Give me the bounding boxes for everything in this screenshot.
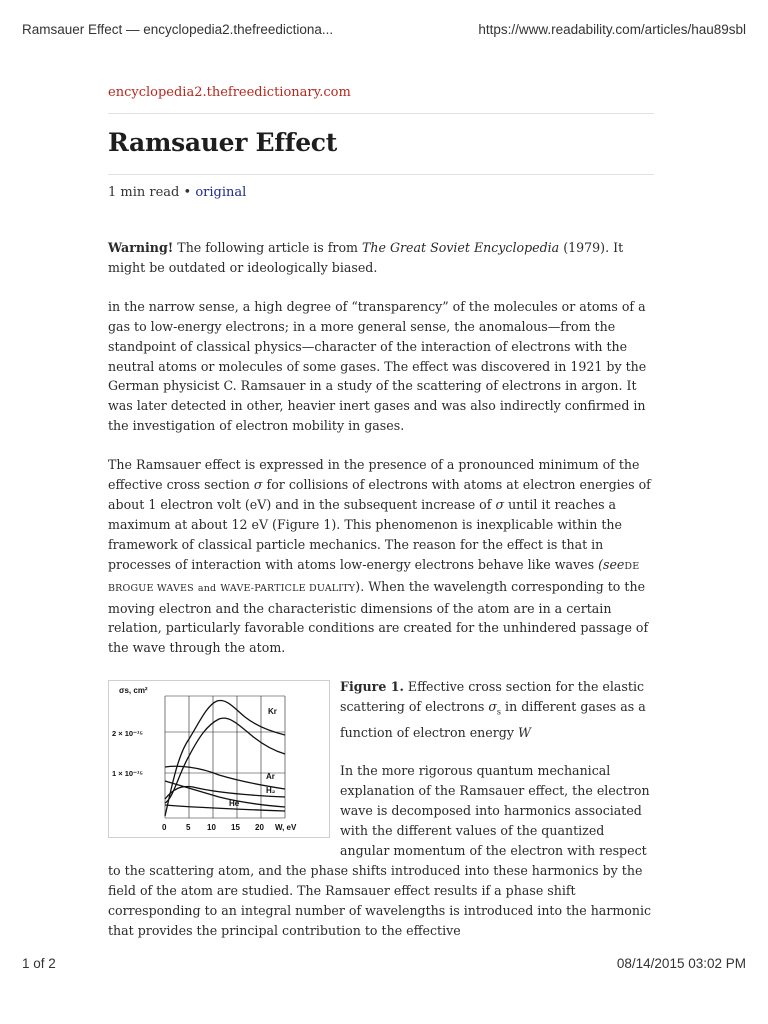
warning-text: (1979). It might be outdated or ideologically biased. [108, 240, 624, 275]
text-run: until it reaches a maximum at about 12 eV (Figure 1). This phenomenon is inexplicable within the framework of classical particle mechanics. The reason for the effect is that in processes of interaction with atoms low-energy electrons behave like waves [108, 496, 623, 572]
energy-symbol: W [517, 724, 531, 740]
text-run: The Ramsauer effect is expressed in the presence of a pronounced minimum of the effective cross section [108, 457, 640, 493]
paragraph-1: in the narrow sense, a high degree of “transparency” of the molecules or atoms of a gas to low-energy electrons; in a more general sense, the anomalous—from the standpoint of classical physics—character of the interaction of electrons with the neutral atoms or molecules of some gases. The effect was discovered in 1921 by the German physicist C. Ramsauer in a study of the scattering of electrons in argon. It was later detected in other, heavier inert gases and was also indirectly confirmed in the investigation of electron mobility in gases. [108, 298, 647, 434]
text-run: for collisions of electrons with atoms at electron energies of about 1 electron volt (eV) and in the subsequent increase of [108, 477, 651, 512]
text-run: in different gases as a function of electron energy [340, 699, 646, 740]
article-title: Ramsauer Effect [108, 128, 337, 157]
figure-1-chart [108, 680, 330, 838]
curve-label: Kr [268, 707, 277, 717]
paragraph-3: In the more rigorous quantum mechanical explanation of the Ramsauer effect, the electron wave is decomposed into harmonics associated with the different values of the quantized angular momentum of the electron with respect to the scattering atom, and the phase shifts introduced into these harmonics by the field of the atom are studied. The Ramsauer effect results if a phase shift corresponding to an integral number of wavelengths is introduced into the harmonic that provides the principal contribution to the effective [108, 763, 652, 938]
browser-page-title: Ramsauer Effect — encyclopedia2.thefreedictiona... [22, 22, 334, 37]
original-link[interactable]: original [195, 185, 247, 200]
subscript: s [496, 707, 502, 717]
x-tick-label: 10 [207, 823, 216, 833]
text-run: Effective cross section for the elastic scattering of electrons [340, 679, 645, 715]
figure-label: Figure 1. [340, 679, 404, 695]
x-axis-label: W, eV [275, 823, 297, 833]
warning-text: The following article is from [177, 240, 358, 255]
meta-separator: • [183, 185, 192, 200]
warning-label: Warning! [108, 240, 174, 255]
browser-url: https://www.readability.com/articles/hau89sbl [478, 22, 746, 37]
timestamp: 08/14/2015 03:02 PM [616, 956, 746, 971]
article-meta [108, 185, 654, 200]
x-tick-label: 15 [231, 823, 240, 833]
warning-paragraph [108, 238, 654, 278]
sigma-symbol: σ [495, 496, 505, 512]
warning-source: The Great Soviet Encyclopedia [362, 240, 560, 255]
cross-section-graph [109, 681, 329, 837]
y-tick-label: 2 × 10⁻¹⁵ [112, 729, 144, 739]
y-axis-label: σs, cm² [119, 686, 148, 696]
x-tick-label: 0 [162, 823, 167, 833]
x-tick-label: 20 [255, 823, 264, 833]
de-broglie-link[interactable]: DE BROGUE WAVES [108, 560, 640, 594]
curve-label: Ar [266, 772, 275, 782]
divider [108, 113, 654, 114]
divider [108, 174, 654, 175]
x-tick-label: 5 [186, 823, 191, 833]
wave-particle-link[interactable]: WAVE-PARTICLE DUALITY [220, 582, 356, 594]
curve-label: H₂ [266, 786, 276, 796]
text-run: ). When the wavelength corresponding to the moving electron and the characteristic dimensions of the atom are in a certain relation, particularly favorable conditions are created for the unhindered passage of the wave through the atom. [108, 578, 649, 656]
see-text: (see [598, 556, 625, 572]
y-tick-label: 1 × 10⁻¹⁵ [112, 769, 144, 779]
page-counter: 1 of 2 [22, 956, 56, 971]
sigma-symbol: σ [253, 477, 263, 493]
sigma-symbol: σ [488, 699, 497, 715]
source-domain-link[interactable]: encyclopedia2.thefreedictionary.com [108, 85, 351, 100]
and-text: and [197, 582, 217, 594]
read-time: 1 min read [108, 185, 180, 200]
paragraph-2 [108, 455, 654, 658]
article-body [108, 238, 654, 960]
curve-label: He [229, 799, 240, 809]
